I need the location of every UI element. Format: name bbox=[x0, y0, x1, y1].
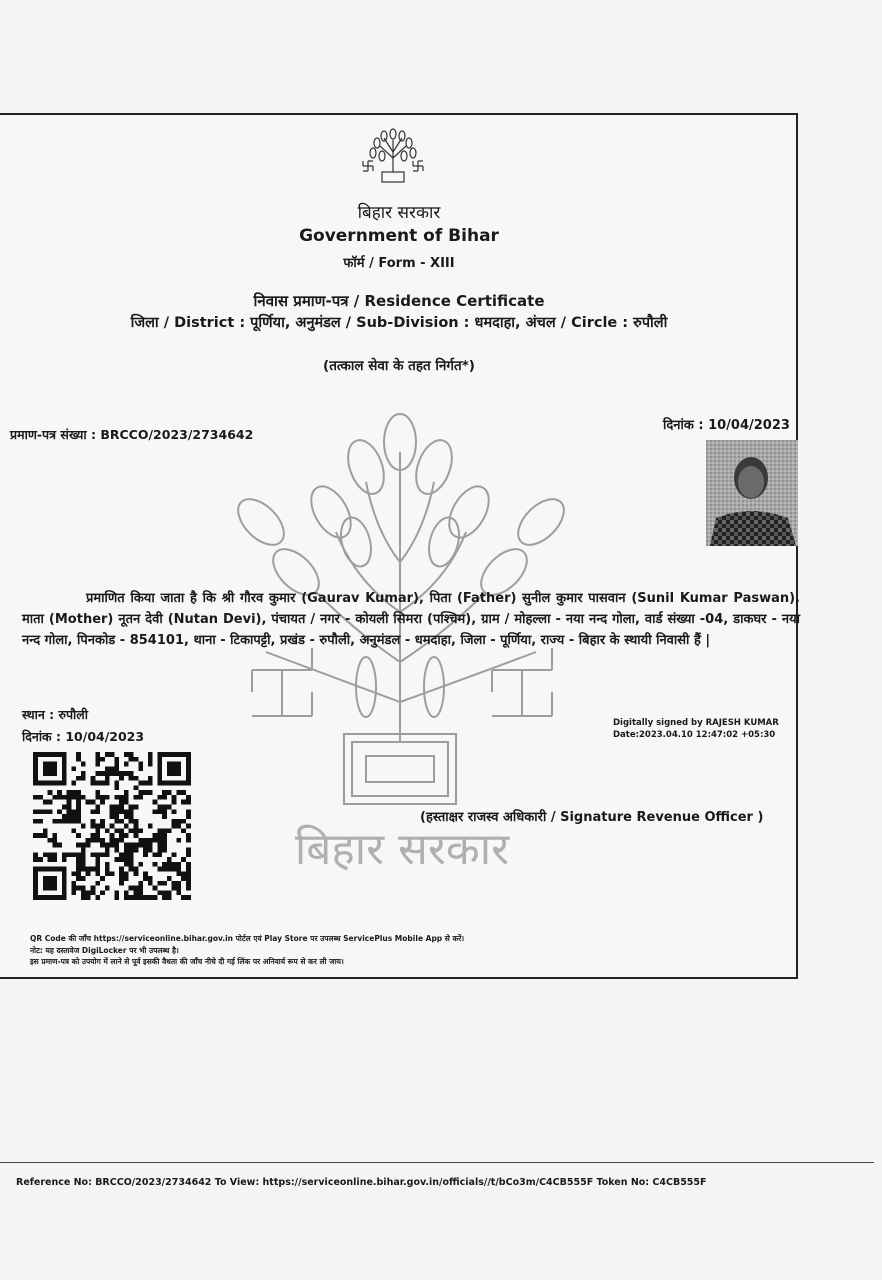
watermark-text: बिहार सरकार bbox=[294, 824, 510, 875]
issue-place: स्थान : रुपौली bbox=[22, 707, 89, 722]
qr-code-icon bbox=[33, 752, 191, 900]
digital-signature bbox=[613, 717, 779, 741]
certificate-body-text: प्रमाणित किया जाता है कि श्री गौरव कुमार (Gaurav Kumar), पिता (Father) सुनील कुमार पासवान (Sunil Kumar Paswan), माता (Mother) नूतन देवी (Nutan Devi), पंचायत / नगर - कोयली सिमरा (पश्चिम), ग्राम / मोहल्ला - नया नन्द गोला, वार्ड संख्या -04, डाकघर - नया नन्द गोला, पिनकोड - 854101, थाना - टिकापट्टी, प्रखंड - रुपौली, अनुमंडल - धमदाहा, जिला - पूर्णिया, राज्य - बिहार के स्थायी निवासी हैं | bbox=[22, 591, 800, 648]
certificate-title: निवास प्रमाण-पत्र / Residence Certificate bbox=[253, 292, 545, 310]
bihar-emblem-icon bbox=[360, 128, 426, 190]
notes-block bbox=[30, 933, 464, 968]
certificate-number: प्रमाण-पत्र संख्या : BRCCO/2023/2734642 bbox=[10, 427, 254, 442]
digital-signature-name: Digitally signed by RAJESH KUMAR bbox=[613, 718, 779, 728]
location-line: जिला / District : पूर्णिया, अनुमंडल / Sub-Division : धमदाहा, अंचल / Circle : रुपौली bbox=[130, 315, 668, 331]
footer-divider bbox=[0, 1162, 874, 1163]
reference-footer: Reference No: BRCCO/2023/2734642 To View: https://serviceonline.bihar.gov.in/officials//t/bCo3m/C4CB555F Token No: C4CB555F bbox=[16, 1177, 707, 1188]
form-number: फॉर्म / Form - XIII bbox=[343, 256, 455, 271]
note-digilocker: नोट: यह दस्तावेज DigiLocker पर भी उपलब्ध है। bbox=[30, 945, 179, 955]
note-validity: इस प्रमाण-पत्र को उपयोग में लाने से पूर्व इसकी वैधता की जाँच नीचे दी गई लिंक पर अनिवार्य रूप से कर ली जाय। bbox=[30, 957, 344, 966]
signature-label: (हस्ताक्षर राजस्व अधिकारी / Signature Revenue Officer ) bbox=[420, 810, 764, 825]
certificate-body bbox=[22, 588, 800, 651]
issue-date: दिनांक : 10/04/2023 bbox=[22, 729, 145, 744]
note-qr: QR Code की जाँच https://serviceonline.bihar.gov.in पोर्टल एवं Play Store पर उपलब्ध ServicePlus Mobile App से करें। bbox=[30, 934, 465, 943]
govt-hindi: बिहार सरकार bbox=[357, 203, 441, 223]
service-note: (तत्काल सेवा के तहत निर्गत*) bbox=[323, 358, 475, 374]
digital-signature-date: Date:2023.04.10 12:47:02 +05:30 bbox=[613, 730, 776, 740]
applicant-photo bbox=[706, 440, 798, 546]
govt-english: Government of Bihar bbox=[299, 226, 499, 246]
certificate-date: दिनांक : 10/04/2023 bbox=[663, 418, 790, 433]
